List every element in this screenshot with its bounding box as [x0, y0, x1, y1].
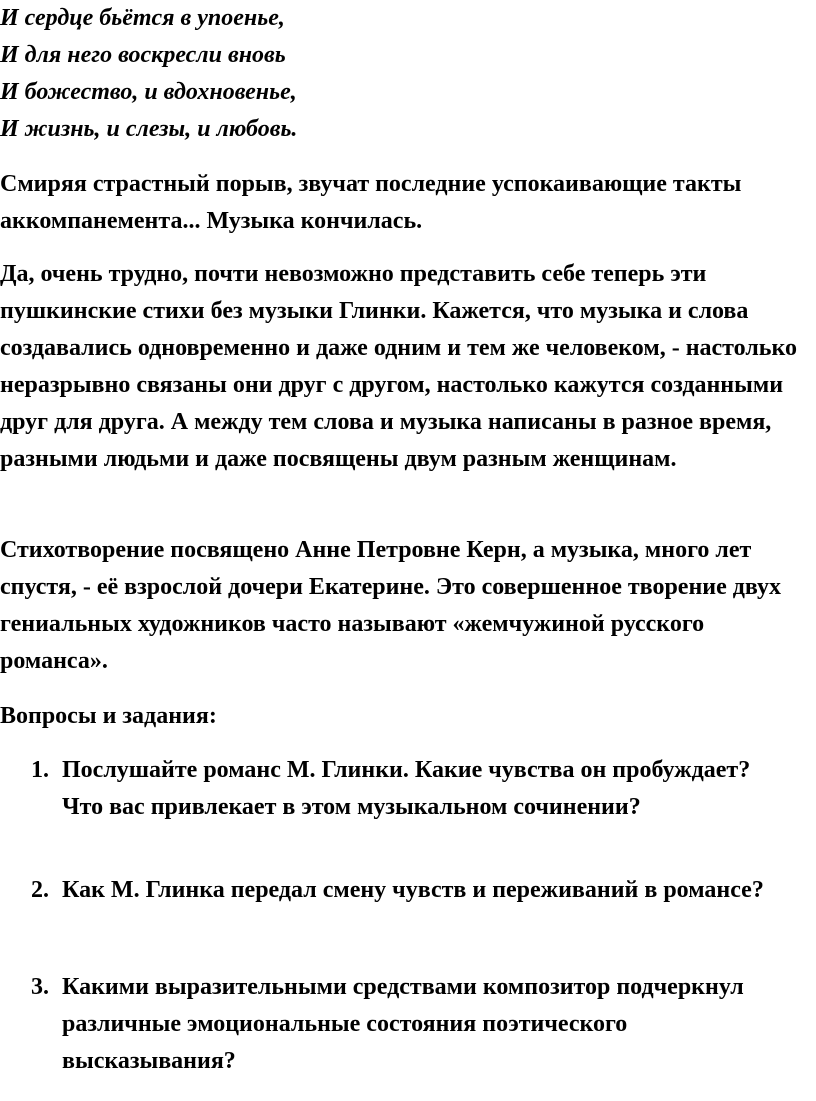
- poem-line: И жизнь, и слезы, и любовь.: [0, 116, 298, 142]
- question-text: Послушайте романс М. Глинки. Какие чувства он пробуждает? Что вас привлекает в этом музыкальном сочинении?: [62, 757, 751, 820]
- paragraph-dedication: Стихотворение посвящено Анне Петровне Керн, а музыка, много лет спустя, - её взрослой дочери Екатерине. Это совершенное творение двух гениальных художников часто называют «жемчужиной русского романса».: [0, 537, 782, 674]
- question-item: [0, 872, 782, 969]
- poem-line: И для него воскресли вновь: [0, 42, 286, 68]
- poem-line: И божество, и вдохновенье,: [0, 79, 297, 105]
- poem-stanza: [0, 0, 297, 148]
- question-text: Как М. Глинка передал смену чувств и переживаний в романсе?: [62, 877, 764, 903]
- paragraph-pushkin-glinka: Да, очень трудно, почти невозможно представить себе теперь эти пушкинские стихи без музыки Глинки. Кажется, что музыка и слова создавались одновременно и даже одним и тем же человеком, - настолько неразрывно связаны они друг с другом, настолько кажутся созданными друг для друга. А между тем слова и музыка написаны в разное время, разными людьми и даже посвящены двум разным женщинам.: [0, 261, 797, 472]
- question-number: 3.: [31, 974, 49, 1000]
- questions-list: [0, 752, 816, 1080]
- question-number: 1.: [31, 757, 49, 783]
- poem-line: И сердце бьётся в упоенье,: [0, 5, 285, 31]
- paragraph-music-ended: Смиряя страстный порыв, звучат последние успокаивающие такты аккомпанемента... Музыка кончилась.: [0, 171, 742, 234]
- questions-heading: Вопросы и задания:: [0, 703, 217, 729]
- question-item: [0, 752, 782, 872]
- question-item: [0, 969, 782, 1080]
- question-number: 2.: [31, 877, 49, 903]
- question-text: Какими выразительными средствами композитор подчеркнул различные эмоциональные состояния поэтического высказывания?: [62, 974, 744, 1074]
